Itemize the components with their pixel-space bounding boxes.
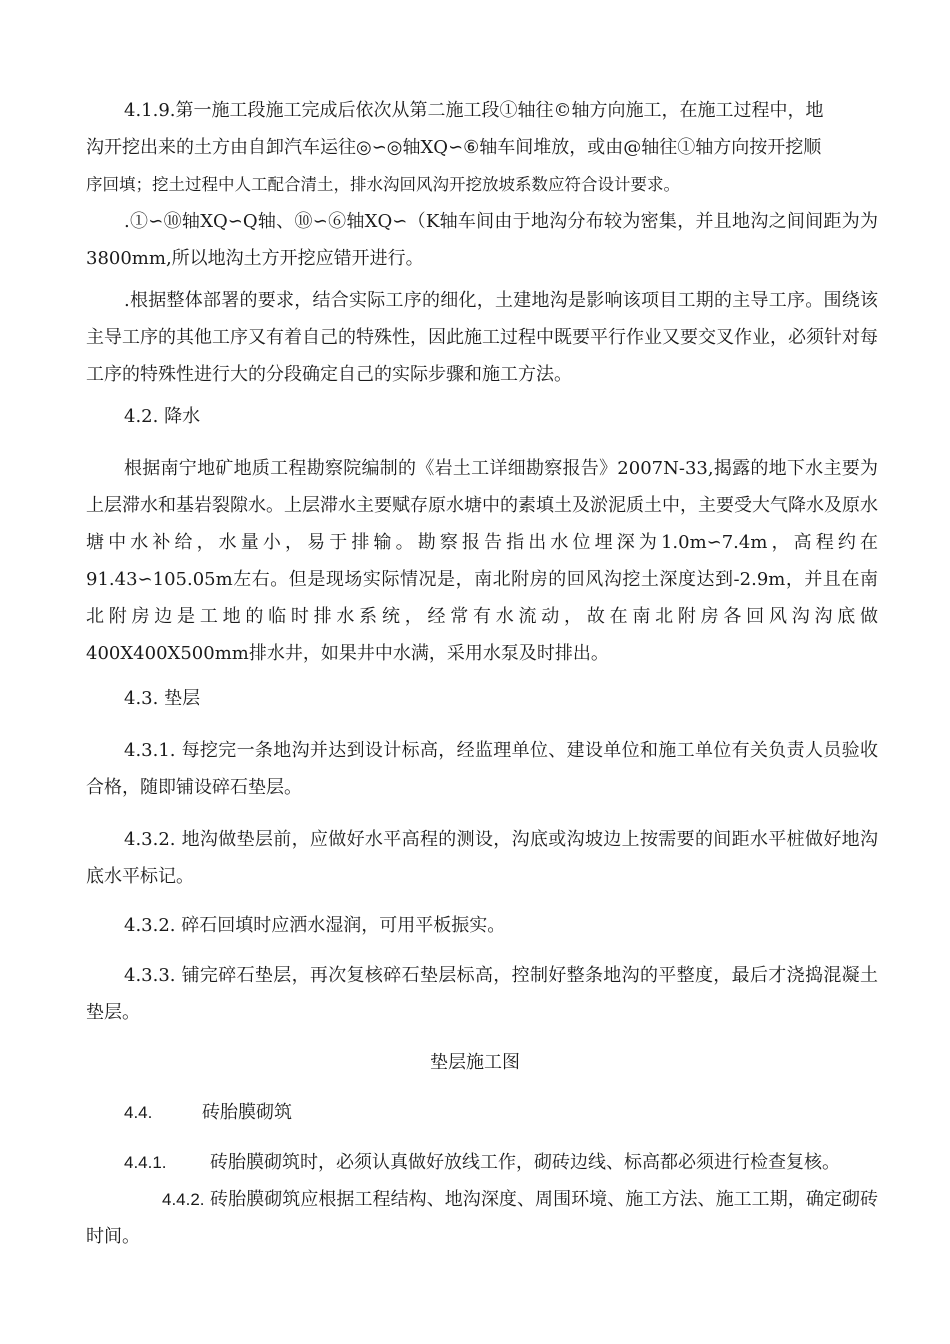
paragraph-4-1-9	[86, 92, 878, 203]
paragraph-4-4-1	[124, 1144, 878, 1181]
paragraph-4-1-9-line-2: 沟开挖出来的土方由自卸汽车运往◎∽◎轴XQ∽⑥轴车间堆放，或由@轴往①轴方向按开挖顺	[86, 137, 822, 158]
section-title-4-4: 砖胎膜砌筑	[202, 1102, 292, 1123]
paragraph-axis-note: .①∽⑩轴XQ∽Q轴、⑩∽⑥轴XQ∽（K轴车间由于地沟分布较为密集，并且地沟之间间距为为3800mm,所以地沟土方开挖应错开进行。	[86, 211, 878, 269]
paragraph-deployment: .根据整体部署的要求，结合实际工序的细化，土建地沟是影响该项目工期的主导工序。围绕该主导工序的其他工序又有着自己的特殊性，因此施工过程中既要平行作业又要交叉作业，必须针对每工序的特殊性进行大的分段确定自己的实际步骤和施工方法。	[86, 290, 878, 385]
paragraph-text-4-4-2: 砖胎膜砌筑应根据工程结构、地沟深度、周围环境、施工方法、施工工期，确定砌砖时间。	[86, 1189, 878, 1247]
paragraph-4-3-1: 4.3.1. 每挖完一条地沟并达到设计标高，经监理单位、建设单位和施工单位有关负责人员验收合格，随即铺设碎石垫层。	[86, 740, 878, 798]
figure-caption: 垫层施工图	[430, 1052, 520, 1073]
section-heading-4-3: 4.3. 垫层	[124, 688, 201, 709]
paragraph-text-4-4-1: 砖胎膜砌筑时，必须认真做好放线工作，砌砖边线、标高都必须进行检查复核。	[210, 1152, 840, 1173]
section-number-4-4: 4.4.	[124, 1103, 153, 1122]
paragraph-4-3-3: 4.3.3. 铺完碎石垫层，再次复核碎石垫层标高，控制好整条地沟的平整度，最后才浇捣混凝土垫层。	[86, 965, 878, 1023]
paragraph-4-3-2-a: 4.3.2. 地沟做垫层前，应做好水平高程的测设，沟底或沟坡边上按需要的间距水平桩做好地沟底水平标记。	[86, 829, 878, 887]
paragraph-4-3-2-b: 4.3.2. 碎石回填时应洒水湿润，可用平板振实。	[124, 915, 506, 936]
paragraph-number-4-4-2: 4.4.2.	[162, 1190, 205, 1209]
paragraph-4-4-2	[86, 1181, 878, 1255]
section-heading-4-2: 4.2. 降水	[124, 406, 201, 427]
paragraph-dewatering: 根据南宁地矿地质工程勘察院编制的《岩土工详细勘察报告》2007N-33,揭露的地下水主要为上层滞水和基岩裂隙水。上层滞水主要赋存原水塘中的素填土及淤泥质土中，主要受大气降水及原水塘中水补给，水量小，易于排输。勘察报告指出水位埋深为1.0m∽7.4m，高程约在91.43∽105.05m左右。但是现场实际情况是，南北附房的回风沟挖土深度达到-2.9m，并且在南北附房边是工地的临时排水系统，经常有水流动，故在南北附房各回风沟沟底做400X400X500mm排水井，如果井中水满，采用水泵及时排出。	[86, 458, 878, 664]
paragraph-4-1-9-line-1: 4.1.9.第一施工段施工完成后依次从第二施工段①轴往©轴方向施工，在施工过程中，地	[124, 100, 824, 121]
section-heading-4-4	[124, 1094, 292, 1131]
paragraph-4-1-9-line-3: 序回填；挖土过程中人工配合清土，排水沟回风沟开挖放坡系数应符合设计要求。	[86, 175, 680, 194]
paragraph-number-4-4-1: 4.4.1.	[124, 1153, 167, 1172]
